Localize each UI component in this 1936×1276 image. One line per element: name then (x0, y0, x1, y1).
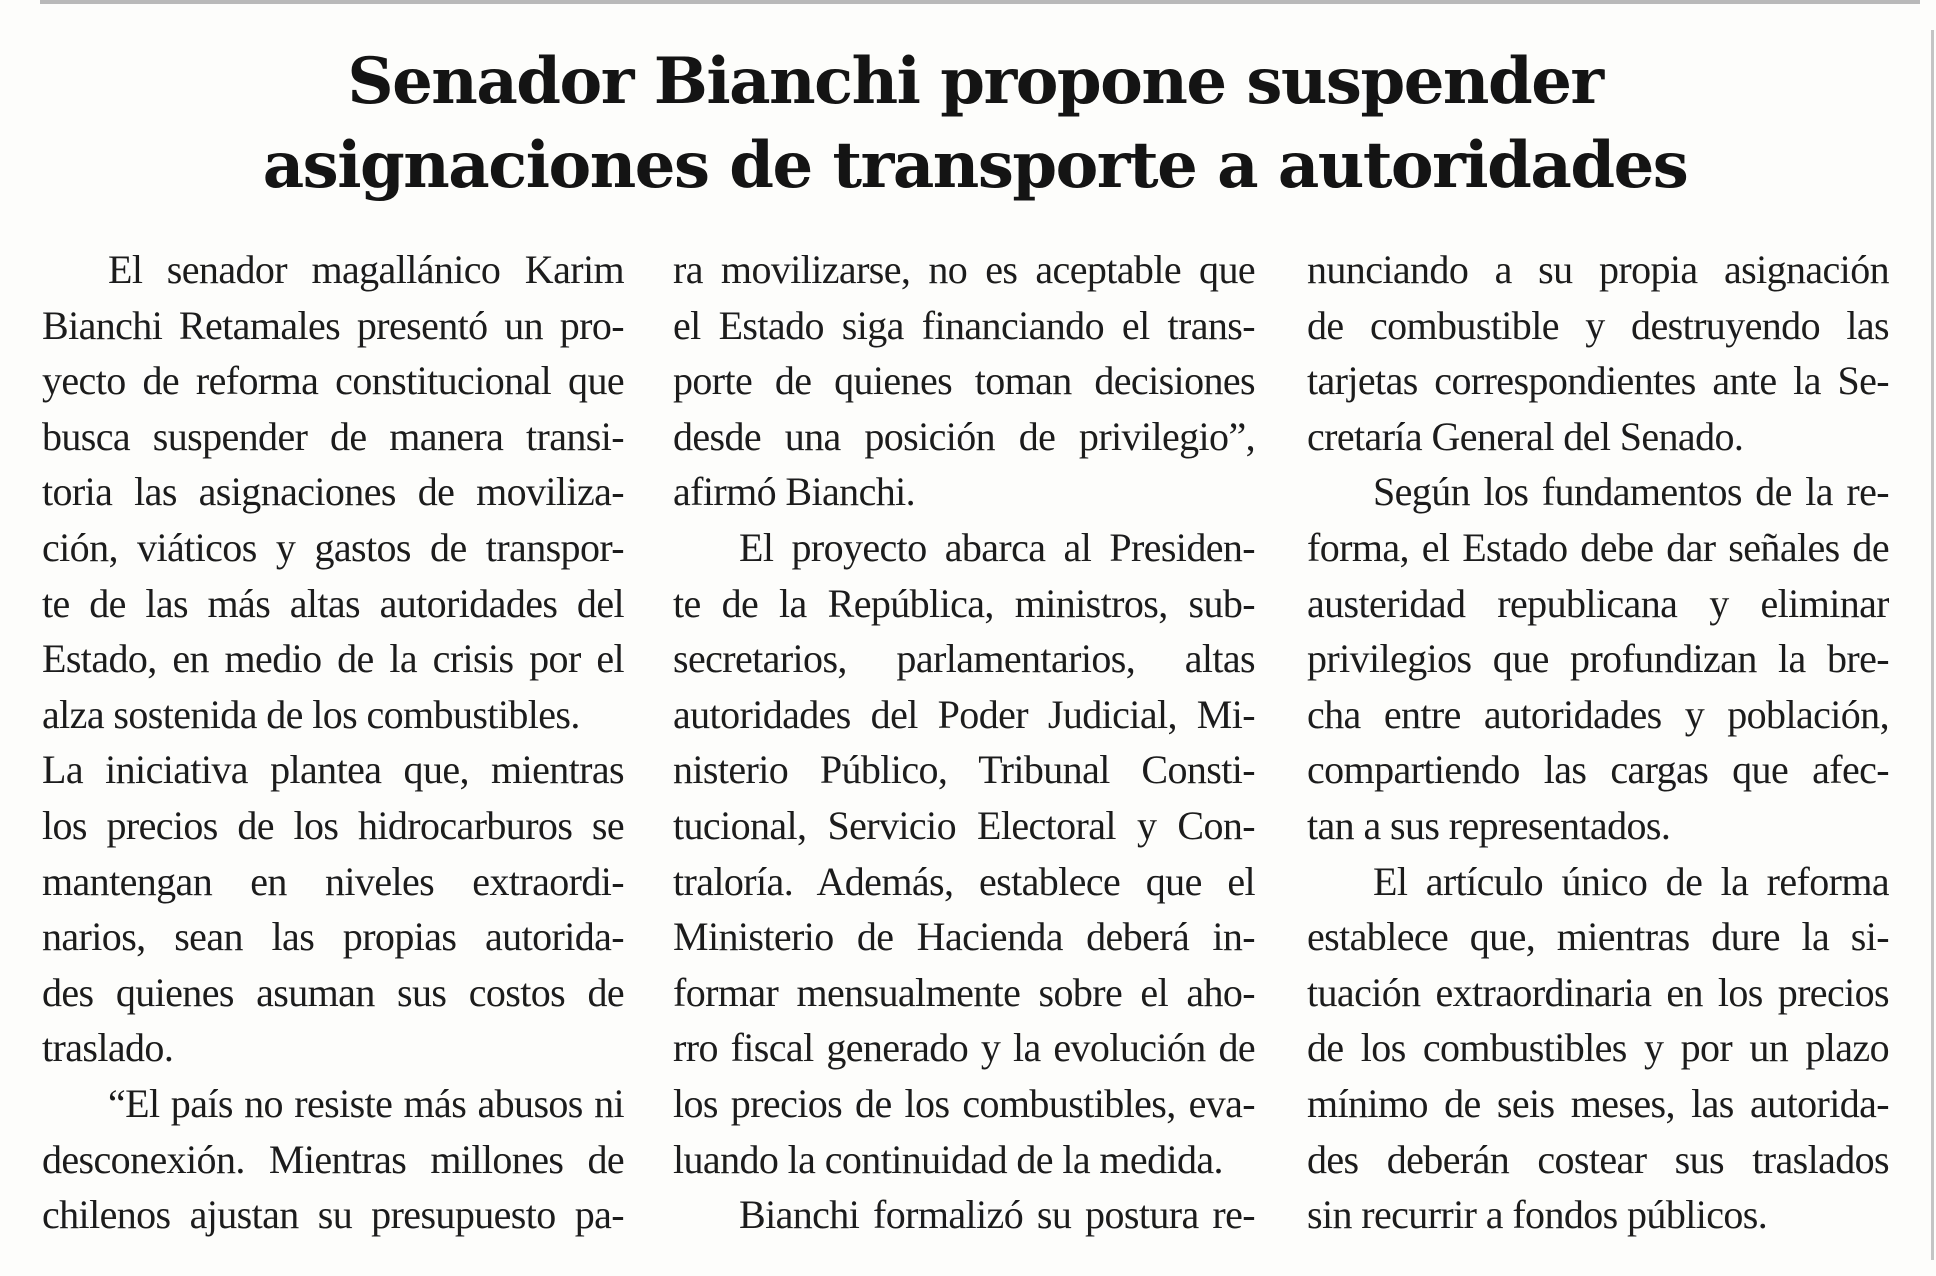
text-line: Bianchi formalizó su postura re- (739, 1192, 1255, 1238)
column-2 (673, 242, 1255, 1252)
text-line: el Estado siga financiando el trans- (673, 302, 1255, 348)
text-line: luando la continuidad de la medida. (673, 1136, 1223, 1182)
text-line: nisterio Público, Tribunal Consti- (673, 747, 1255, 793)
text-line: El senador magallánico Karim (108, 247, 624, 292)
text-line: “El país no resiste más abusos ni (108, 1080, 624, 1126)
text-line: tucional, Servicio Electoral y Con- (673, 802, 1255, 848)
text-line: secretarios, parlamentarios, altas (673, 636, 1255, 682)
text-line: porte de quienes toman decisiones (673, 358, 1255, 404)
text-line: desde una posición de privilegio”, (673, 413, 1255, 459)
text-line: Según los fundamentos de la re- (1373, 469, 1889, 515)
text-line: narios, sean las propias autorida- (42, 914, 624, 960)
headline-line-1: Senador Bianchi propone suspender (347, 44, 1603, 119)
text-line: toria las asignaciones de moviliza- (42, 469, 624, 515)
text-line: El artículo único de la reforma (1373, 858, 1889, 904)
text-line: Bianchi Retamales presentó un pro- (42, 302, 624, 348)
text-line: de combustible y destruyendo las (1307, 302, 1889, 348)
text-line: tuación extraordinaria en los precios (1307, 969, 1889, 1015)
text-line: compartiendo las cargas que afec- (1307, 747, 1889, 793)
text-line: nunciando a su propia asignación (1307, 247, 1889, 292)
text-line: afirmó Bianchi. (673, 469, 916, 515)
headline (60, 40, 1890, 208)
text-line: tan a sus representados. (1307, 802, 1671, 848)
column-3 (1307, 242, 1889, 1252)
text-line: forma, el Estado debe dar señales de (1307, 524, 1889, 570)
text-line: ra movilizarse, no es aceptable que (673, 247, 1255, 292)
text-line: Ministerio de Hacienda deberá in- (673, 914, 1255, 960)
text-line: cha entre autoridades y población, (1307, 691, 1889, 737)
text-line: tarjetas correspondientes ante la Se- (1307, 358, 1889, 404)
text-line: privilegios que profundizan la bre- (1307, 636, 1889, 682)
text-line: alza sostenida de los combustibles. (42, 691, 580, 737)
text-line: busca suspender de manera transi- (42, 413, 624, 459)
text-line: mantengan en niveles extraordi- (42, 858, 624, 904)
text-line: ción, viáticos y gastos de transpor- (42, 524, 624, 570)
headline-line-2: asignaciones de transporte a autoridades (262, 128, 1688, 203)
text-line: La iniciativa plantea que, mientras (42, 747, 624, 793)
text-line: autoridades del Poder Judicial, Mi- (673, 691, 1255, 737)
text-line: Estado, en medio de la crisis por el (42, 636, 624, 682)
text-line: rro fiscal generado y la evolución de (673, 1025, 1255, 1071)
text-line: El proyecto abarca al Presiden- (739, 524, 1255, 570)
text-line: los precios de los combustibles, eva- (673, 1080, 1255, 1126)
text-line: des quienes asuman sus costos de (42, 969, 624, 1015)
column-1 (42, 242, 624, 1252)
text-line: te de la República, ministros, sub- (673, 580, 1255, 626)
text-line: los precios de los hidrocarburos se (42, 802, 624, 848)
text-line: traslado. (42, 1025, 174, 1071)
right-rule (1931, 30, 1934, 1260)
text-line: yecto de reforma constitucional que (42, 358, 624, 404)
text-line: de los combustibles y por un plazo (1307, 1025, 1889, 1071)
text-line: austeridad republicana y eliminar (1307, 580, 1889, 626)
top-rule (40, 0, 1920, 4)
text-line: desconexión. Mientras millones de (42, 1136, 624, 1182)
text-line: traloría. Además, establece que el (673, 858, 1255, 904)
text-line: te de las más altas autoridades del (42, 580, 624, 626)
text-line: formar mensualmente sobre el aho- (673, 969, 1255, 1015)
text-line: mínimo de seis meses, las autorida- (1307, 1080, 1889, 1126)
text-line: sin recurrir a fondos públicos. (1307, 1192, 1768, 1238)
text-line: establece que, mientras dure la si- (1307, 914, 1889, 960)
text-line: cretaría General del Senado. (1307, 413, 1744, 459)
article-body (42, 242, 1887, 1252)
text-line: chilenos ajustan su presupuesto pa- (42, 1192, 624, 1238)
text-line: des deberán costear sus traslados (1307, 1136, 1889, 1182)
